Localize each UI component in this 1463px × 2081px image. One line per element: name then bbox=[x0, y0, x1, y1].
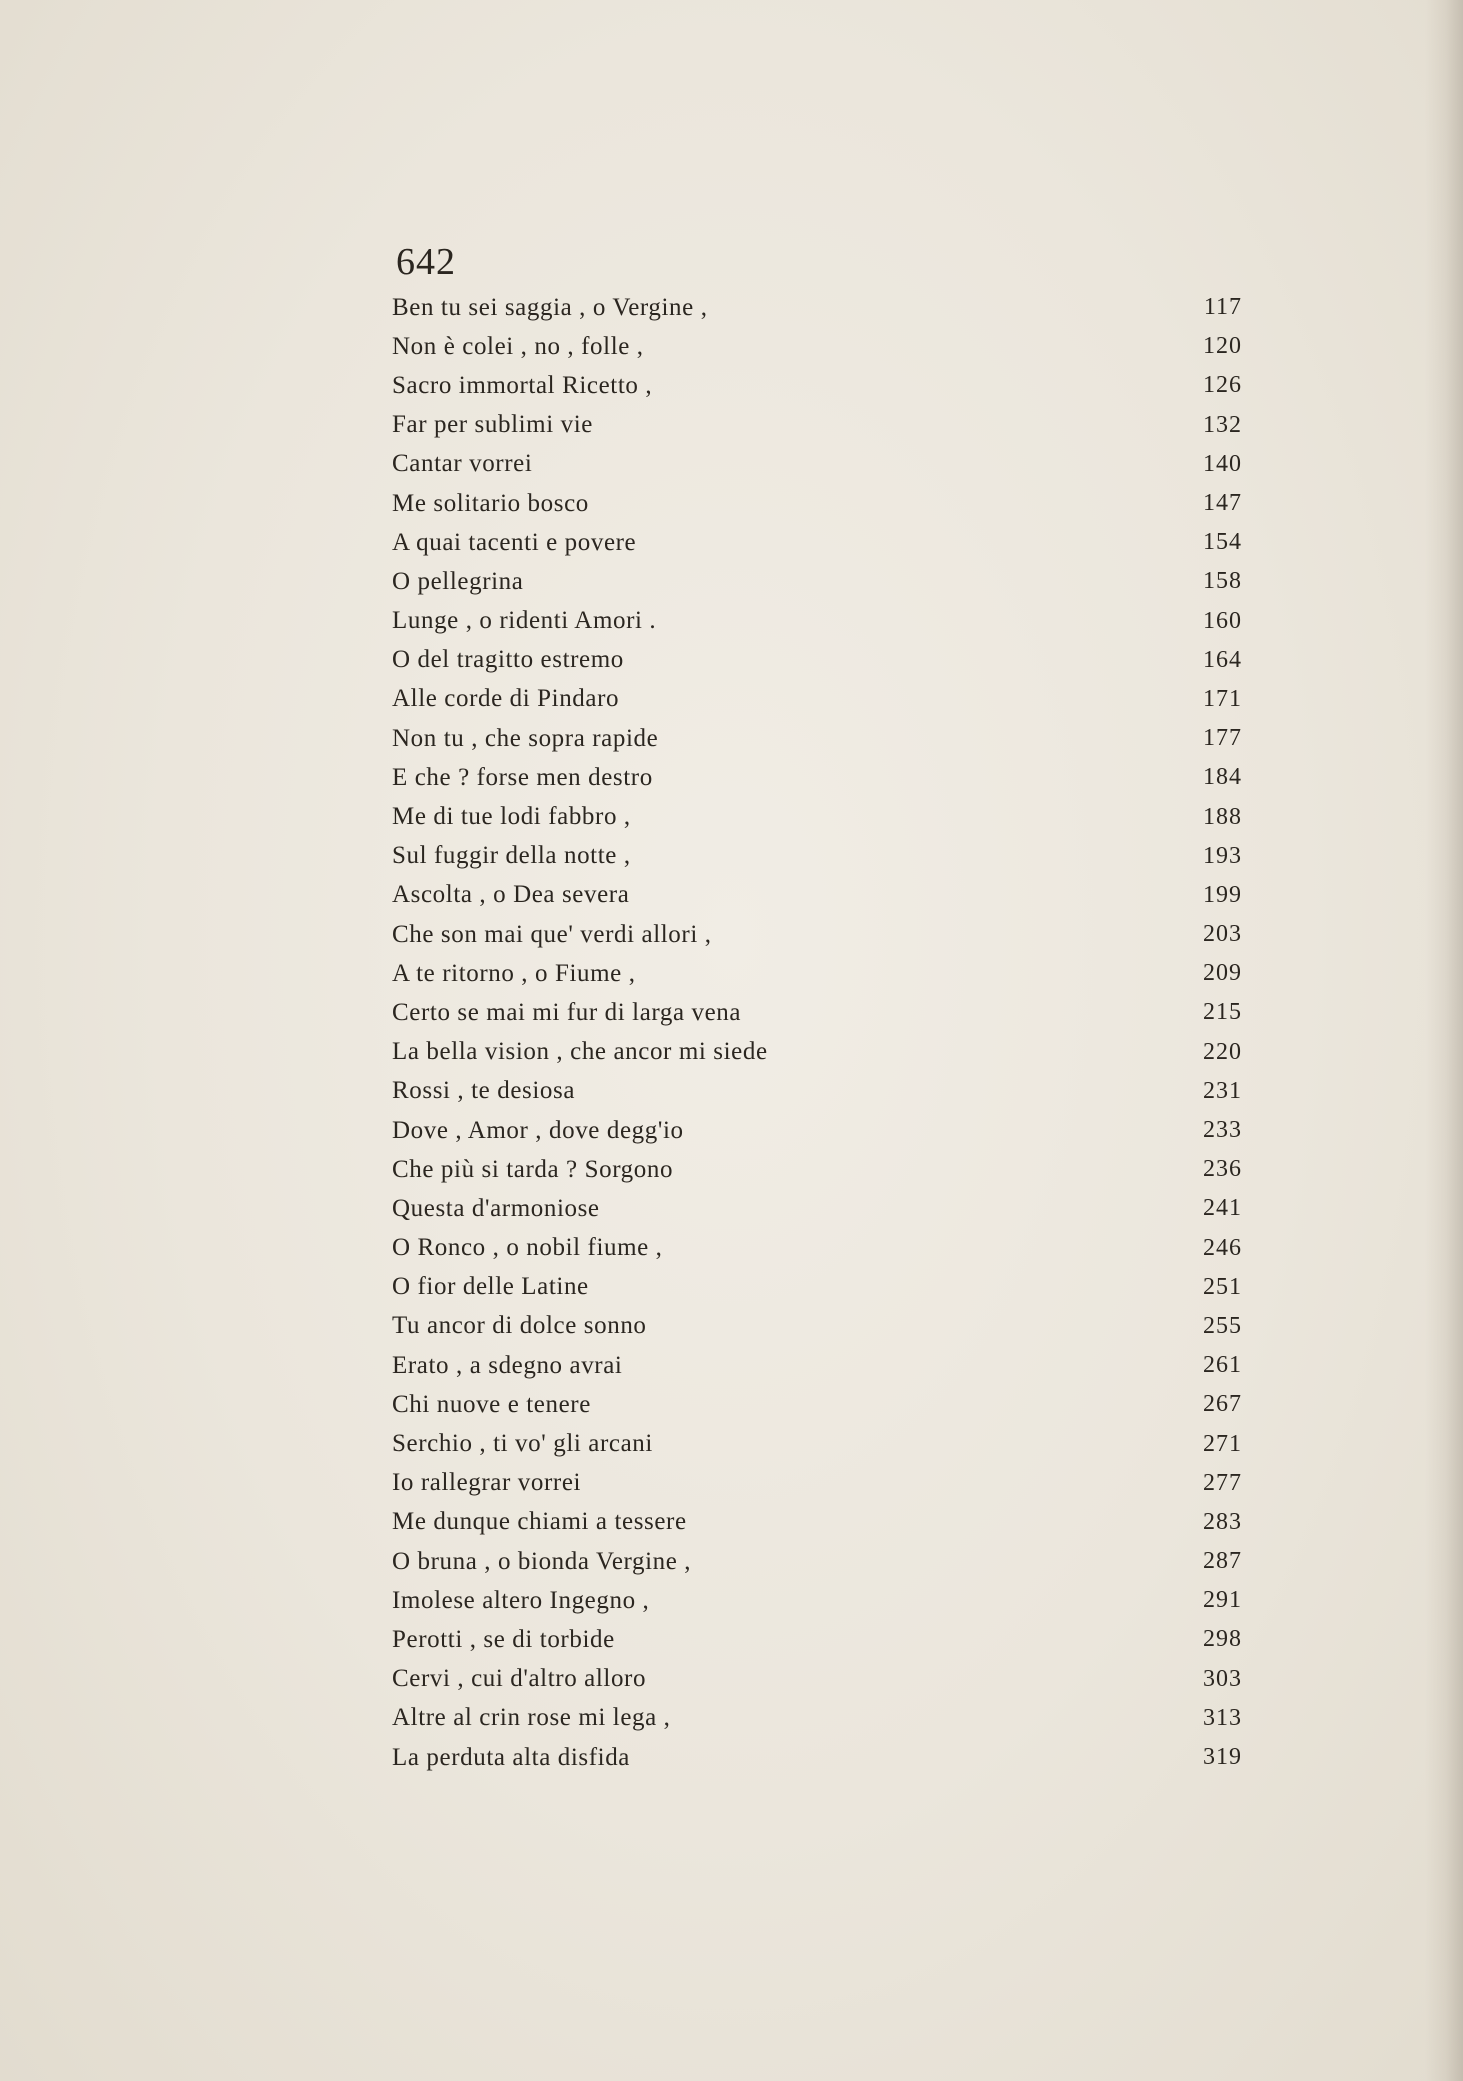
entry-page-number: 251 bbox=[1203, 1273, 1242, 1300]
entry-page-number: 215 bbox=[1203, 999, 1242, 1026]
entry-page-number: 158 bbox=[1203, 568, 1242, 595]
entry-title: Serchio , ti vo' gli arcani bbox=[392, 1430, 653, 1458]
entry-page-number: 246 bbox=[1203, 1234, 1242, 1261]
entry-page-number: 184 bbox=[1203, 764, 1242, 791]
entry-page-number: 255 bbox=[1203, 1312, 1242, 1339]
index-entry bbox=[392, 1699, 1242, 1738]
index-entry bbox=[392, 797, 1242, 836]
index-entry bbox=[392, 602, 1242, 641]
entry-page-number: 233 bbox=[1203, 1117, 1242, 1144]
entry-page-number: 193 bbox=[1203, 842, 1242, 869]
entry-title: Ascolta , o Dea severa bbox=[392, 881, 630, 909]
entry-page-number: 160 bbox=[1203, 607, 1242, 634]
index-entry bbox=[392, 993, 1242, 1032]
entry-page-number: 319 bbox=[1203, 1744, 1242, 1771]
index-entry bbox=[392, 1581, 1242, 1620]
index-entry bbox=[392, 1033, 1242, 1072]
entry-title: O pellegrina bbox=[392, 567, 524, 595]
index-entry bbox=[392, 1424, 1242, 1463]
entry-page-number: 126 bbox=[1203, 372, 1242, 399]
entry-title: Ben tu sei saggia , o Vergine , bbox=[392, 293, 708, 321]
entry-page-number: 171 bbox=[1203, 685, 1242, 712]
entry-page-number: 283 bbox=[1203, 1508, 1242, 1535]
index-entry bbox=[392, 484, 1242, 523]
entry-page-number: 164 bbox=[1203, 646, 1242, 673]
entry-page-number: 303 bbox=[1203, 1665, 1242, 1692]
entry-page-number: 236 bbox=[1203, 1156, 1242, 1183]
index-entry bbox=[392, 1268, 1242, 1307]
entry-page-number: 277 bbox=[1203, 1469, 1242, 1496]
index-entry bbox=[392, 719, 1242, 758]
index-entry bbox=[392, 1150, 1242, 1189]
entry-title: O del tragitto estremo bbox=[392, 646, 624, 674]
index-entry bbox=[392, 1738, 1242, 1777]
entry-page-number: 120 bbox=[1203, 333, 1242, 360]
index-entry bbox=[392, 1385, 1242, 1424]
entry-title: Sacro immortal Ricetto , bbox=[392, 371, 653, 399]
entry-title: La bella vision , che ancor mi siede bbox=[392, 1038, 768, 1066]
entry-title: Dove , Amor , dove degg'io bbox=[392, 1116, 684, 1144]
entry-title: Questa d'armoniose bbox=[392, 1194, 600, 1222]
index-entry bbox=[392, 1346, 1242, 1385]
entry-page-number: 313 bbox=[1203, 1704, 1242, 1731]
entry-page-number: 267 bbox=[1203, 1391, 1242, 1418]
entry-title: Far per sublimi vie bbox=[392, 411, 593, 439]
entry-title: Rossi , te desiosa bbox=[392, 1077, 576, 1105]
entry-page-number: 220 bbox=[1203, 1038, 1242, 1065]
index-entry bbox=[392, 876, 1242, 915]
entry-page-number: 291 bbox=[1203, 1587, 1242, 1614]
index-entry bbox=[392, 327, 1242, 366]
entry-title: Non tu , che sopra rapide bbox=[392, 724, 659, 752]
page-edge-shadow bbox=[1425, 0, 1463, 2081]
index-entry bbox=[392, 1542, 1242, 1581]
index-entry bbox=[392, 837, 1242, 876]
entry-page-number: 132 bbox=[1203, 411, 1242, 438]
entry-title: Cantar vorrei bbox=[392, 450, 533, 478]
index-entry bbox=[392, 1229, 1242, 1268]
index-entry bbox=[392, 915, 1242, 954]
index-entry bbox=[392, 445, 1242, 484]
entry-title: Lunge , o ridenti Amori . bbox=[392, 607, 657, 635]
entry-title: Io rallegrar vorrei bbox=[392, 1469, 582, 1497]
entry-page-number: 188 bbox=[1203, 803, 1242, 830]
entry-title: Non è colei , no , folle , bbox=[392, 332, 644, 360]
entry-page-number: 261 bbox=[1203, 1352, 1242, 1379]
entry-page-number: 203 bbox=[1203, 921, 1242, 948]
entry-title: Altre al crin rose mi lega , bbox=[392, 1704, 671, 1732]
index-list bbox=[392, 288, 1242, 1777]
entry-page-number: 231 bbox=[1203, 1077, 1242, 1104]
entry-page-number: 298 bbox=[1203, 1626, 1242, 1653]
entry-page-number: 147 bbox=[1203, 490, 1242, 517]
entry-title: Chi nuove e tenere bbox=[392, 1390, 591, 1418]
entry-page-number: 287 bbox=[1203, 1548, 1242, 1575]
index-entry bbox=[392, 1620, 1242, 1659]
entry-title: Imolese altero Ingegno , bbox=[392, 1586, 650, 1614]
entry-title: Cervi , cui d'altro alloro bbox=[392, 1665, 647, 1693]
entry-title: Che son mai que' verdi allori , bbox=[392, 920, 712, 948]
entry-title: Tu ancor di dolce sonno bbox=[392, 1312, 647, 1340]
entry-title: Me di tue lodi fabbro , bbox=[392, 803, 631, 831]
entry-title: O bruna , o bionda Vergine , bbox=[392, 1547, 692, 1575]
index-entry bbox=[392, 562, 1242, 601]
index-entry bbox=[392, 1660, 1242, 1699]
index-entry bbox=[392, 523, 1242, 562]
entry-title: O Ronco , o nobil fiume , bbox=[392, 1234, 663, 1262]
entry-title: Certo se mai mi fur di larga vena bbox=[392, 998, 742, 1026]
entry-title: La perduta alta disfida bbox=[392, 1743, 631, 1771]
index-entry bbox=[392, 1189, 1242, 1228]
entry-page-number: 140 bbox=[1203, 450, 1242, 477]
entry-title: A quai tacenti e povere bbox=[392, 528, 637, 556]
entry-page-number: 241 bbox=[1203, 1195, 1242, 1222]
entry-title: Erato , a sdegno avrai bbox=[392, 1351, 623, 1379]
index-entry bbox=[392, 680, 1242, 719]
index-entry bbox=[392, 1072, 1242, 1111]
index-entry bbox=[392, 1503, 1242, 1542]
index-entry bbox=[392, 288, 1242, 327]
entry-title: Che più si tarda ? Sorgono bbox=[392, 1155, 674, 1183]
entry-title: Me dunque chiami a tessere bbox=[392, 1508, 687, 1536]
index-entry bbox=[392, 954, 1242, 993]
entry-title: O fior delle Latine bbox=[392, 1273, 589, 1301]
entry-page-number: 117 bbox=[1203, 294, 1242, 321]
entry-title: Me solitario bosco bbox=[392, 489, 589, 517]
entry-title: E che ? forse men destro bbox=[392, 763, 653, 791]
entry-page-number: 177 bbox=[1203, 725, 1242, 752]
index-entry bbox=[392, 366, 1242, 405]
entry-title: Perotti , se di torbide bbox=[392, 1625, 615, 1653]
index-entry bbox=[392, 1464, 1242, 1503]
entry-page-number: 209 bbox=[1203, 960, 1242, 987]
index-entry bbox=[392, 406, 1242, 445]
index-entry bbox=[392, 1111, 1242, 1150]
entry-page-number: 199 bbox=[1203, 881, 1242, 908]
page-number: 642 bbox=[396, 241, 456, 283]
entry-page-number: 271 bbox=[1203, 1430, 1242, 1457]
entry-title: Sul fuggir della notte , bbox=[392, 842, 631, 870]
entry-title: A te ritorno , o Fiume , bbox=[392, 959, 636, 987]
index-entry bbox=[392, 641, 1242, 680]
index-entry bbox=[392, 1307, 1242, 1346]
index-entry bbox=[392, 758, 1242, 797]
entry-page-number: 154 bbox=[1203, 529, 1242, 556]
entry-title: Alle corde di Pindaro bbox=[392, 685, 620, 713]
